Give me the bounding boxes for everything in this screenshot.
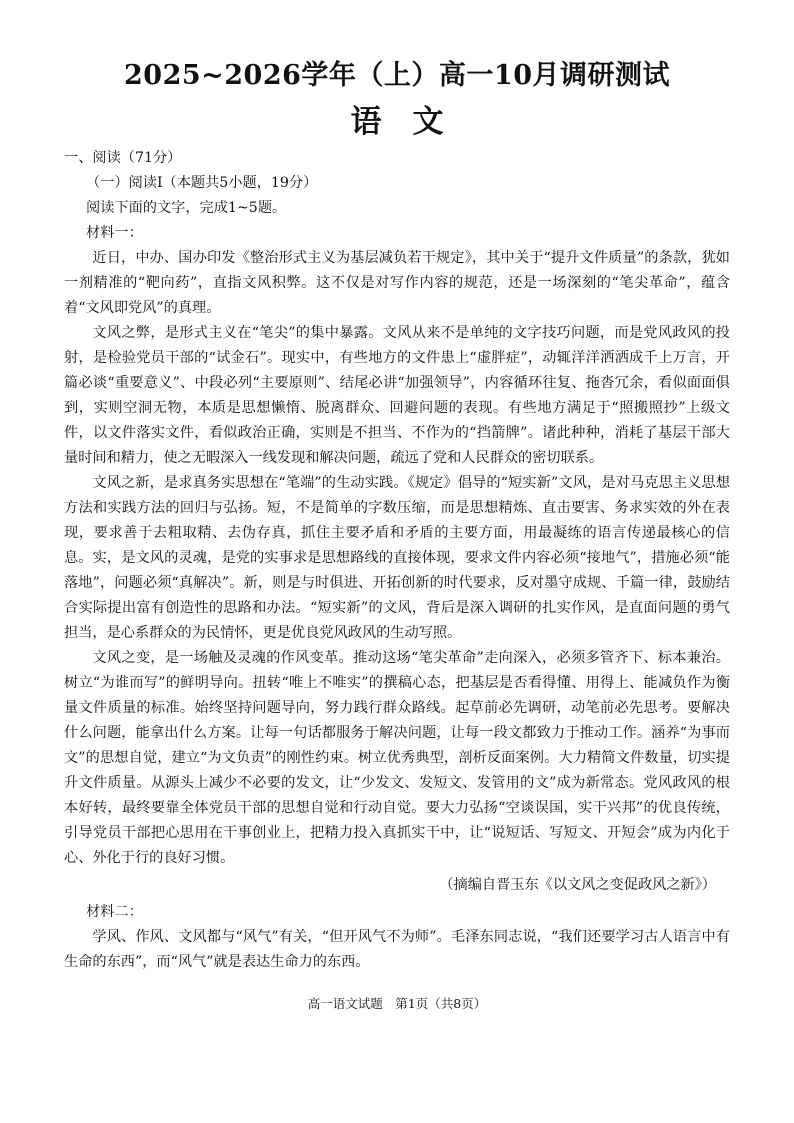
exam-content xyxy=(64,146,730,975)
material-two-paragraph: 学风、作风、文风都与“风气”有关，“但开风气不为师”。毛泽东同志说，“我们还要学习古人语言中有生命的东西”，而“风气”就是表达生命力的东西。 xyxy=(64,929,730,970)
material-one-source: （摘编自晋玉东《以文风之变促政风之新》） xyxy=(439,877,716,893)
subject-title: 语 文 xyxy=(350,104,444,140)
material-two-label: 材料二： xyxy=(86,904,143,920)
reading-instruction: 阅读下面的文字，完成1~5题。 xyxy=(86,200,287,216)
exam-title: 2025~2026学年（上）高一10月调研测试 xyxy=(124,60,670,91)
material-one-label: 材料一： xyxy=(86,225,143,241)
material-one-paragraph: 近日，中办、国办印发《整治形式主义为基层减负若干规定》，其中关于“提升文件质量”的条款，犹如一剂精准的“靶向药”，直指文风积弊。这不仅是对写作内容的规范，还是一场深刻的“笔尖革命”，蕴含着“文风即党风”的真理。 xyxy=(64,250,731,316)
material-one-paragraph: 文风之新，是求真务实思想在“笔端”的生动实践。《规定》倡导的“短实新”文风，是对马克思主义思想方法和实践方法的回归与弘扬。短，不是简单的字数压缩，而是思想精炼、直击要害、务求实效的外在表现，要求善于去粗取精、去伪存真，抓住主要矛盾和矛盾的主要方面，用最凝练的语言传递最核心的信息。实，是文风的灵魂，是党的实事求是思想路线的直接体现，要求文件内容必须“接地气”，措施必须“能落地”，问题必须“真解决”。新，则是与时俱进、开拓创新的时代要求，反对墨守成规、千篇一律，鼓励结合实际提出富有创造性的思路和办法。“短实新”的文风，背后是深入调研的扎实作风，是直面问题的勇气担当，是心系群众的为民情怀，更是优良党风政风的生动写照。 xyxy=(64,475,730,641)
reading-subheading: （一）阅读Ⅰ（本题共5小题，19分） xyxy=(86,175,318,191)
material-one-paragraph: 文风之变，是一场触及灵魂的作风变革。推动这场“笔尖革命”走向深入，必须多管齐下、标本兼治。树立“为谁而写”的鲜明导向。扭转“唯上不唯实”的撰稿心态，把基层是否看得懂、用得上、能减负作为衡量文件质量的标准。始终坚持问题导向，努力践行群众路线。起草前必先调研，动笔前必先思考。要解决什么问题，能拿出什么方案。让每一句话都服务于解决问题，让每一段文都致力于推动工作。涵养“为事而文”的思想自觉，建立“为文负责”的刚性约束。树立优秀典型，剖析反面案例。大力精简文件数量，切实提升文件质量。从源头上减少不必要的发文，让“少发文、发短文、发管用的文”成为新常态。党风政风的根本好转，最终要靠全体党员干部的思想自觉和行动自觉。要大力弘扬“空谈误国，实干兴邦”的优良传统，引导党员干部把心思用在干事创业上，把精力投入真抓实干中，让“说短话、写短文、开短会”成为内化于心、外化于行的良好习惯。 xyxy=(64,650,730,866)
material-one-paragraph: 文风之弊，是形式主义在“笔尖”的集中暴露。文风从来不是单纯的文字技巧问题，而是党风政风的投射，是检验党员干部的“试金石”。现实中，有些地方的文件患上“虚胖症”，动辄洋洋洒洒成千上万言，开篇必谈“重要意义”、中段必列“主要原则”、结尾必讲“加强领导”，内容循环往复、拖沓冗余，看似面面俱到，实则空洞无物，本质是思想懒惰、脱离群众、回避问题的表现。有些地方满足于“照搬照抄”上级文件，以文件落实文件，看似政治正确，实则是不担当、不作为的“挡箭牌”。诸此种种，消耗了基层干部大量时间和精力，使之无暇深入一线发现和解决问题，疏远了党和人民群众的密切联系。 xyxy=(64,325,730,466)
section-heading: 一、阅读（71分） xyxy=(64,150,182,166)
page-footer: 高一语文试题 第1页（共8页） xyxy=(307,996,487,1011)
